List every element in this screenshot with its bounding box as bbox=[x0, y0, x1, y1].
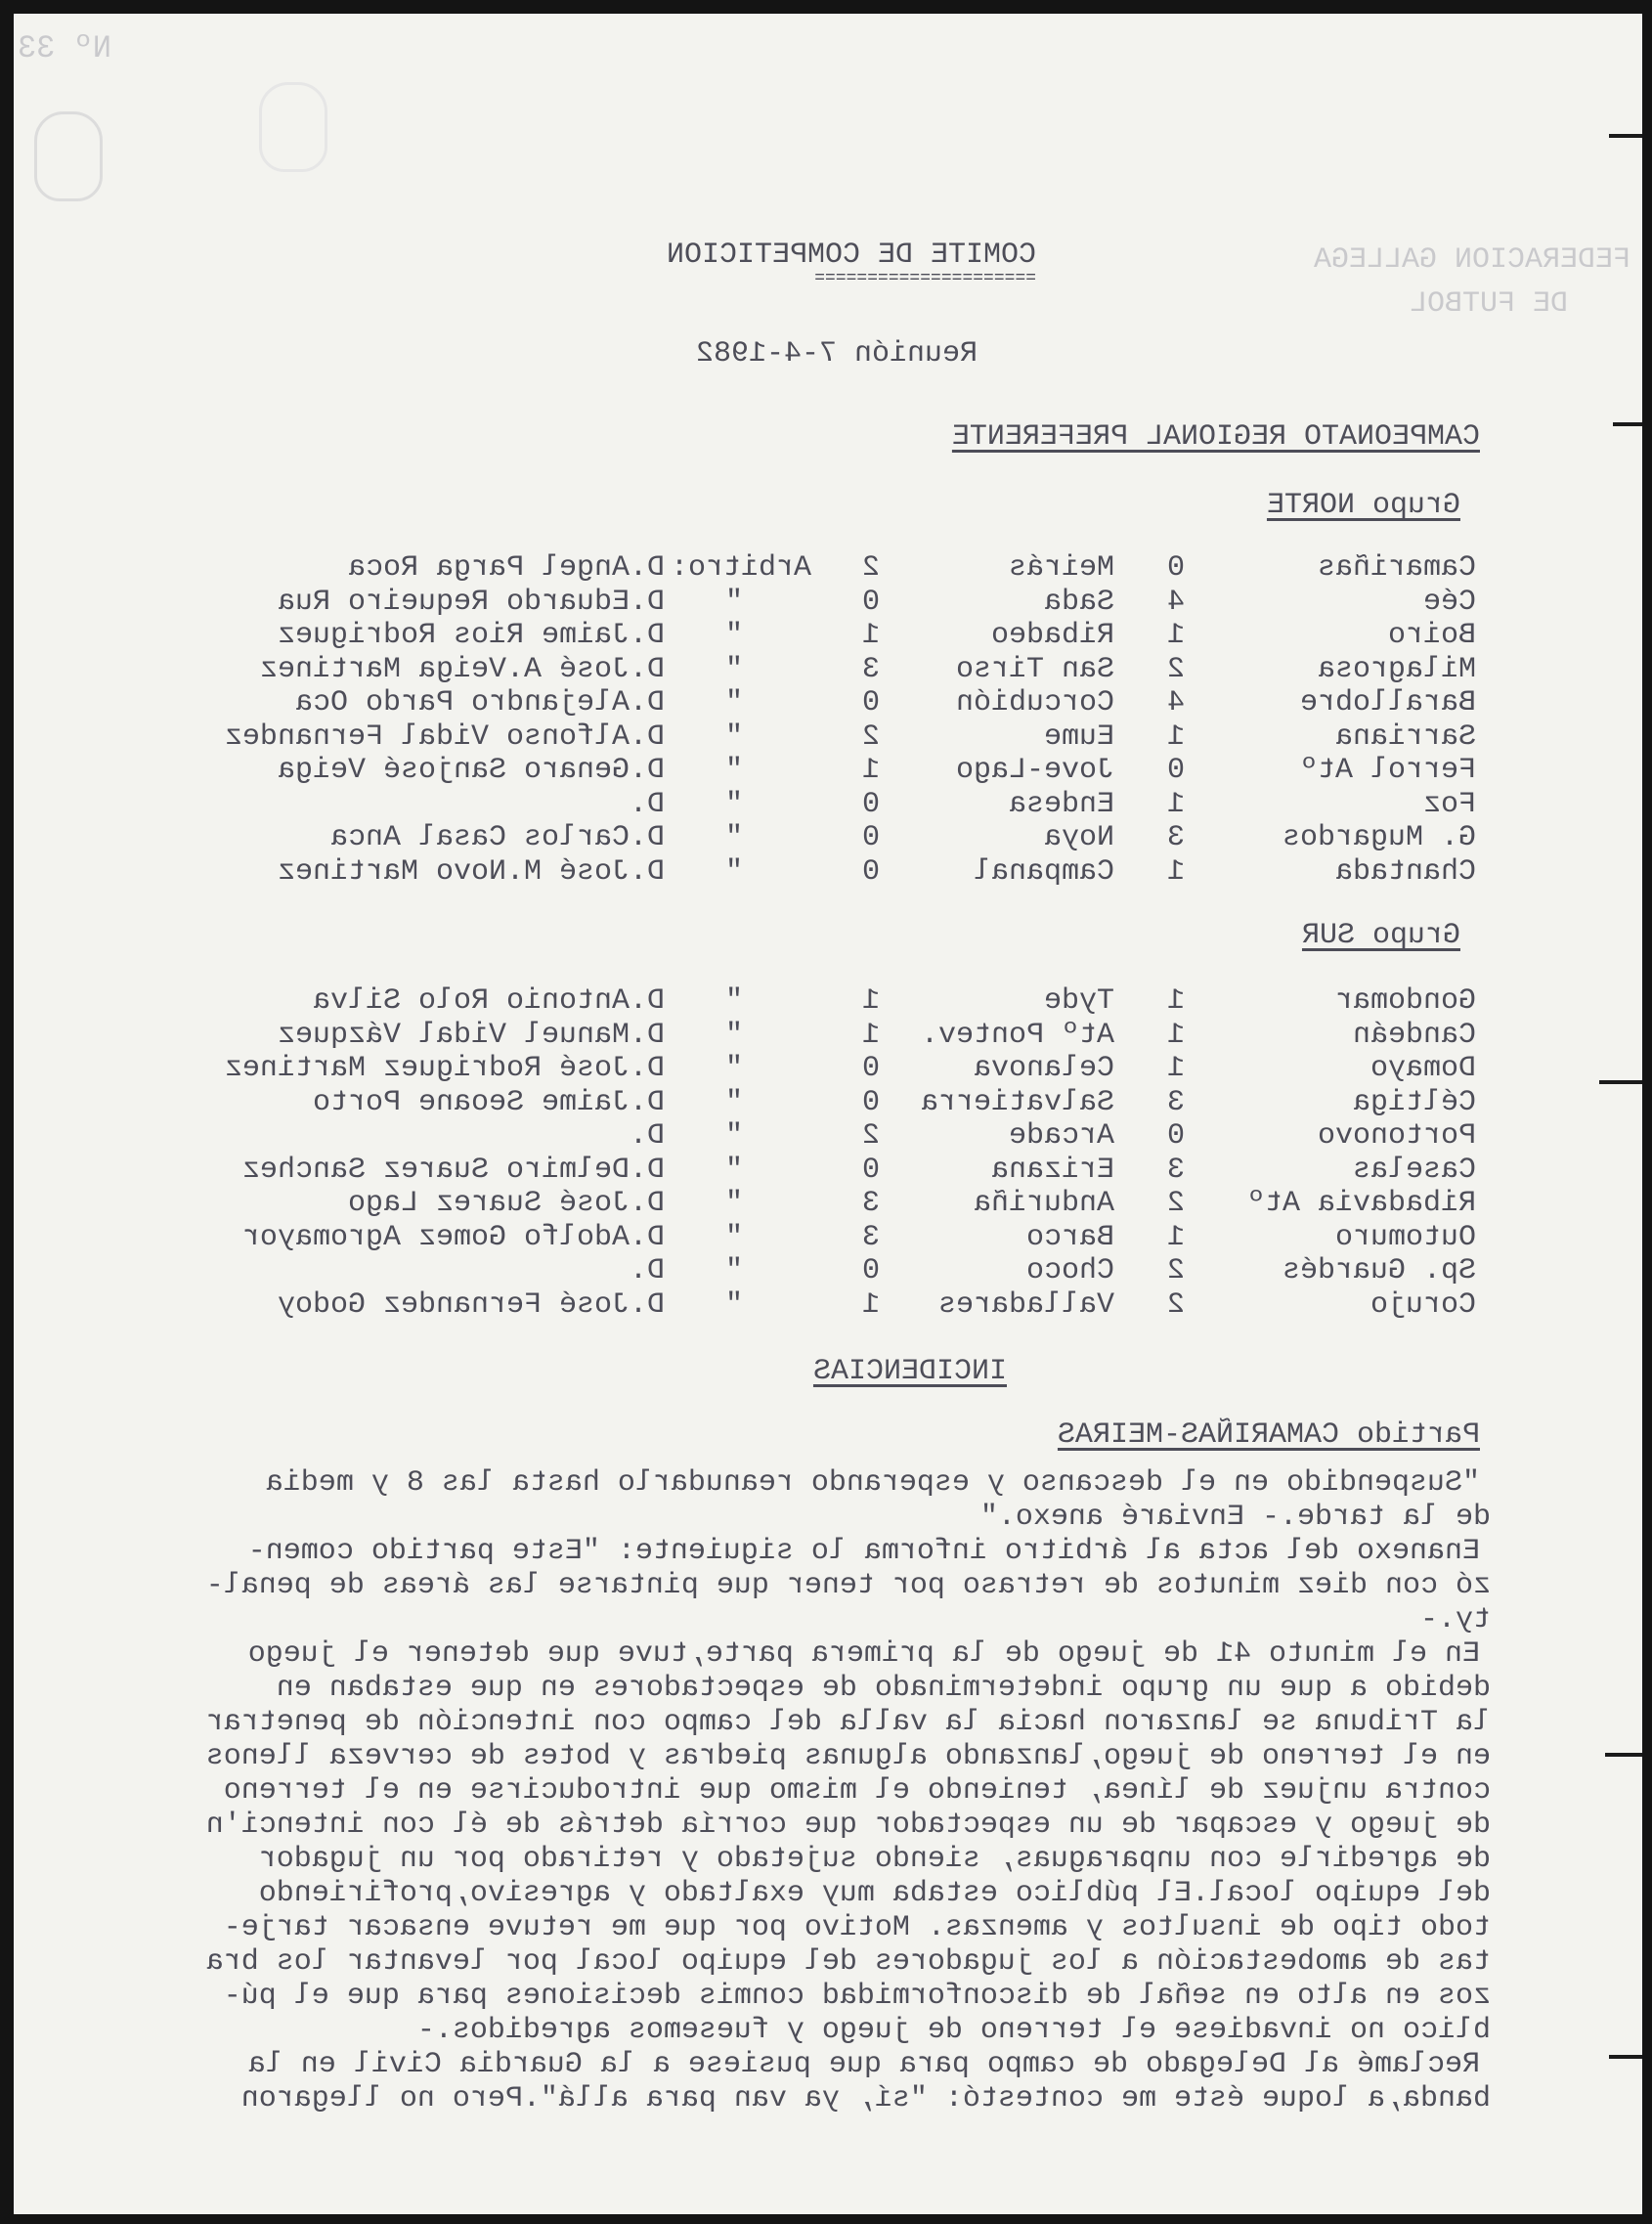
home-score: 1 bbox=[1166, 787, 1185, 821]
referee-label: " bbox=[724, 787, 743, 821]
away-team: Arcade bbox=[1008, 1119, 1114, 1153]
referee-name: D.José A.Veiga Martinez bbox=[259, 652, 665, 686]
home-team: Portonovo bbox=[1317, 1119, 1476, 1153]
home-score: 1 bbox=[1166, 619, 1185, 652]
referee-label: " bbox=[724, 686, 743, 720]
document-page bbox=[14, 14, 1642, 2214]
away-score: 0 bbox=[861, 821, 880, 854]
away-team: Tyde bbox=[1043, 984, 1114, 1018]
away-score: 3 bbox=[861, 652, 880, 686]
referee-name: D.Adolfo Gomez Agromayor bbox=[241, 1220, 665, 1254]
referee-name: D.Genaro Sanjosé Veiga bbox=[277, 754, 665, 787]
home-score: 3 bbox=[1166, 1153, 1185, 1187]
report-line: todo tipo de insultos y amenzas. Motivo por que me retuve ensacar tarje- bbox=[223, 1911, 1491, 1944]
away-team: Endesa bbox=[1008, 787, 1114, 821]
home-team: Barallobre bbox=[1299, 686, 1476, 720]
committee-title: COMITE DE COMPETICION bbox=[666, 239, 1036, 272]
away-score: 0 bbox=[861, 854, 880, 889]
home-team: Corujo bbox=[1369, 1287, 1476, 1322]
coat-of-arms-seal bbox=[34, 111, 103, 201]
referee-name: D.Angel Parga Roca bbox=[347, 551, 665, 585]
report-line: en el terreno de juego,lanzando algunas piedras y botes de cerveza llenos bbox=[205, 1740, 1491, 1773]
away-score: 3 bbox=[861, 1187, 880, 1220]
referee-name: D.Manuel Vidal Vázquez bbox=[277, 1018, 665, 1052]
away-team: Noya bbox=[1043, 821, 1114, 854]
referee-name: D.Antonio Rolo Silva bbox=[312, 984, 665, 1018]
away-team: Valladares bbox=[937, 1287, 1114, 1322]
home-team: Chantada bbox=[1334, 854, 1476, 889]
document-number: Nº 33 bbox=[17, 30, 111, 66]
letterhead-line-2: DE FUTBOL bbox=[1409, 287, 1568, 321]
report-line: zos en alto en señal de disconformidad conmis decisiones para que el pú- bbox=[223, 1980, 1491, 2013]
home-team: Camariñas bbox=[1317, 551, 1476, 585]
group-sur-heading: Grupo SUR bbox=[1301, 919, 1460, 952]
home-score: 2 bbox=[1166, 652, 1185, 686]
report-line: "Suspendido en el descanso y esperando reanudarlo hasta las 8 y media bbox=[265, 1466, 1480, 1500]
home-score: 4 bbox=[1166, 585, 1185, 619]
referee-label: " bbox=[724, 1254, 743, 1287]
away-score: 2 bbox=[861, 720, 880, 754]
home-team: G. Mugardos bbox=[1282, 821, 1476, 854]
referee-label: " bbox=[724, 1119, 743, 1153]
referee-name: D.Jaime Rios Rodriguez bbox=[277, 619, 665, 652]
referee-name: D.José Rodriguez Martinez bbox=[224, 1052, 665, 1085]
referee-label: " bbox=[724, 720, 743, 754]
home-team: Gondomar bbox=[1334, 984, 1476, 1018]
home-score: 0 bbox=[1166, 551, 1185, 585]
away-score: 1 bbox=[861, 619, 880, 652]
away-score: 2 bbox=[861, 551, 880, 585]
referee-label: " bbox=[724, 1018, 743, 1052]
home-score: 1 bbox=[1166, 1018, 1185, 1052]
home-team: Outomuro bbox=[1334, 1220, 1476, 1254]
report-line: blico no invadiese el terreno de juego y fuesemos agredidos.- bbox=[416, 2014, 1491, 2047]
home-score: 1 bbox=[1166, 1220, 1185, 1254]
home-score: 1 bbox=[1166, 720, 1185, 754]
report-line: contra unjuez de línea, teniendo el mismo que introducirse en el terreno bbox=[223, 1774, 1491, 1808]
away-score: 0 bbox=[861, 1085, 880, 1119]
referee-name: D.José Suarez Lago bbox=[347, 1187, 665, 1220]
referee-label: " bbox=[724, 619, 743, 652]
meeting-date: Reunión 7-4-1982 bbox=[695, 337, 978, 371]
away-score: 2 bbox=[861, 1119, 880, 1153]
referee-label: " bbox=[724, 821, 743, 854]
report-line: Reclamé al Delegado de campo para que pusiese a la Guardia Civil en la bbox=[247, 2048, 1480, 2081]
group-norte-heading: Grupo NORTE bbox=[1266, 489, 1460, 522]
referee-label: " bbox=[724, 652, 743, 686]
away-score: 1 bbox=[861, 984, 880, 1018]
away-team: Anduriña bbox=[973, 1187, 1114, 1220]
away-score: 0 bbox=[861, 585, 880, 619]
home-team: Ferrol Atº bbox=[1299, 754, 1476, 787]
report-line: banda,a loque éste me contestó: "sí, ya van para allá".Pero no llegaron bbox=[240, 2082, 1491, 2115]
referee-name: D.Alfonso Vidal Fernandez bbox=[224, 720, 665, 754]
away-team: Ribadeo bbox=[990, 619, 1114, 652]
incidents-heading: INCIDENCIAS bbox=[812, 1355, 1007, 1388]
referee-name: D.Carlos Casal Anca bbox=[329, 821, 665, 854]
away-score: 3 bbox=[861, 1220, 880, 1254]
away-team: Salvatierra bbox=[920, 1085, 1114, 1119]
home-score: 2 bbox=[1166, 1187, 1185, 1220]
report-line: de la tarde.- Enviaré anexo." bbox=[979, 1501, 1491, 1534]
report-line: la Tribuna se lanzaron hacia la valla del campo con intención de penetrar bbox=[205, 1706, 1491, 1739]
referee-label: " bbox=[724, 1153, 743, 1187]
home-score: 1 bbox=[1166, 984, 1185, 1018]
home-score: 1 bbox=[1166, 1052, 1185, 1085]
away-team: San Tirso bbox=[955, 652, 1114, 686]
away-team: Atº Pontev. bbox=[920, 1018, 1114, 1052]
match-heading: Partido CAMARIÑAS-MEIRAS bbox=[1057, 1418, 1480, 1452]
home-score: 0 bbox=[1166, 754, 1185, 787]
referee-name: D.Eduardo Requeiro Rua bbox=[277, 585, 665, 619]
home-team: Cée bbox=[1422, 585, 1476, 619]
home-score: 4 bbox=[1166, 686, 1185, 720]
home-team: Sp. Guardés bbox=[1282, 1254, 1476, 1287]
away-team: Eume bbox=[1043, 720, 1114, 754]
mirrored-typescript bbox=[14, 14, 1642, 2214]
home-team: Domayo bbox=[1369, 1052, 1476, 1085]
home-team: Ribadavia Atº bbox=[1246, 1187, 1476, 1220]
competition-title: CAMPEONATO REGIONAL PREFERENTE bbox=[951, 420, 1480, 454]
referee-name: D. bbox=[629, 1254, 665, 1287]
referee-name: D.José M.Novo Martinez bbox=[277, 854, 665, 889]
referee-name: D.José Fernandez Godoy bbox=[277, 1287, 665, 1322]
report-line: Enanexo del acta al árbitro informa lo siguiente: "Este partido comen- bbox=[247, 1535, 1480, 1568]
referee-name: D.Delmiro Suarez Sanchez bbox=[241, 1153, 665, 1187]
away-team: Barco bbox=[1025, 1220, 1114, 1254]
report-line: ty.- bbox=[1419, 1603, 1491, 1636]
away-team: Campanal bbox=[973, 854, 1114, 889]
referee-label: Arbitro: bbox=[670, 551, 811, 585]
referee-label: " bbox=[724, 585, 743, 619]
referee-label: " bbox=[724, 1052, 743, 1085]
away-team: Choco bbox=[1025, 1254, 1114, 1287]
home-team: Milagrosa bbox=[1317, 652, 1476, 686]
home-score: 2 bbox=[1166, 1254, 1185, 1287]
away-score: 0 bbox=[861, 1254, 880, 1287]
report-line: En el minuto 41 de juego de la primera parte,tuve que detener el juego bbox=[247, 1637, 1480, 1671]
report-line: debido a que un grupo indeterminado de espectadores en que estaban en bbox=[276, 1672, 1491, 1705]
home-team: Candeán bbox=[1352, 1018, 1476, 1052]
referee-label: " bbox=[724, 754, 743, 787]
away-team: Corcubión bbox=[955, 686, 1114, 720]
faint-seal bbox=[259, 82, 327, 172]
referee-name: D. bbox=[629, 787, 665, 821]
home-score: 2 bbox=[1166, 1287, 1185, 1322]
home-score: 1 bbox=[1166, 854, 1185, 889]
away-score: 1 bbox=[861, 754, 880, 787]
home-team: Céltiga bbox=[1352, 1085, 1476, 1119]
title-underline: ===================== bbox=[814, 269, 1036, 288]
referee-name: D.Jaime Seoane Porto bbox=[312, 1085, 665, 1119]
referee-label: " bbox=[724, 1085, 743, 1119]
referee-name: D. bbox=[629, 1119, 665, 1153]
away-score: 1 bbox=[861, 1287, 880, 1322]
away-team: Erizana bbox=[990, 1153, 1114, 1187]
home-score: 0 bbox=[1166, 1119, 1185, 1153]
report-line: tas de amobestación a los jugadores del equipo local por levantar los bra bbox=[205, 1945, 1491, 1979]
home-score: 3 bbox=[1166, 1085, 1185, 1119]
referee-label: " bbox=[724, 1187, 743, 1220]
report-line: del equipo local.El público estaba muy exaltado y agresivo,profiriendo bbox=[258, 1877, 1491, 1910]
home-team: Foz bbox=[1422, 787, 1476, 821]
report-line: de juego y escapar de un espectador que corría detrás de él con intenci'n bbox=[205, 1809, 1491, 1842]
home-team: Sarriana bbox=[1334, 720, 1476, 754]
away-team: Jove-Lago bbox=[955, 754, 1114, 787]
away-team: Meirás bbox=[1008, 551, 1114, 585]
home-score: 3 bbox=[1166, 821, 1185, 854]
away-score: 0 bbox=[861, 686, 880, 720]
away-team: Celanova bbox=[973, 1052, 1114, 1085]
report-line: de agredirle con unparaguas, siendo sujetado y retirado por un jugador bbox=[258, 1843, 1491, 1876]
report-line: zó con diez minutos de retraso por tener que pintarse las áreas de penal- bbox=[205, 1569, 1491, 1602]
away-score: 1 bbox=[861, 1018, 880, 1052]
referee-label: " bbox=[724, 1287, 743, 1322]
home-team: Boiro bbox=[1387, 619, 1476, 652]
away-score: 0 bbox=[861, 1153, 880, 1187]
home-team: Caselas bbox=[1352, 1153, 1476, 1187]
referee-label: " bbox=[724, 1220, 743, 1254]
referee-label: " bbox=[724, 984, 743, 1018]
away-score: 0 bbox=[861, 1052, 880, 1085]
letterhead-line-1: FEDERACION GALLEGA bbox=[1313, 243, 1630, 277]
referee-label: " bbox=[724, 854, 743, 889]
away-score: 0 bbox=[861, 787, 880, 821]
away-team: Sada bbox=[1043, 585, 1114, 619]
referee-name: D.Alejandro Pardo Oca bbox=[294, 686, 665, 720]
